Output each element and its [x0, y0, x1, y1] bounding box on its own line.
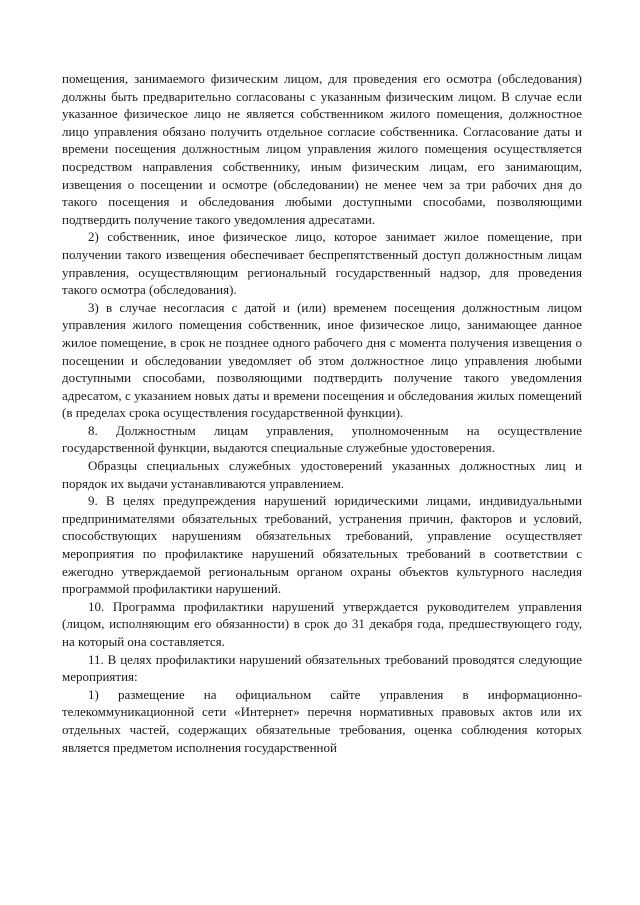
- paragraph-8: 8. Должностным лицам управления, уполномоченным на осуществление государственной функции, выдаются специальные служебные удостоверения.: [62, 422, 582, 456]
- paragraph-11-item-1: 1) размещение на официальном сайте управления в информационно-телекоммуникационной сети «Интернет» перечня нормативных правовых актов или их отдельных частей, содержащих обязательные требования, оценка соблюдения которых является предметом исполнения государственной: [62, 686, 582, 755]
- paragraph-10: 10. Программа профилактики нарушений утверждается руководителем управления (лицом, исполняющим его обязанности) в срок до 31 декабря года, предшествующего году, на который она составляется.: [62, 598, 582, 649]
- paragraph-item-2: 2) собственник, иное физическое лицо, которое занимает жилое помещение, при получении такого извещения обеспечивает беспрепятственный доступ должностным лицам управления, осуществляющим региональный государственный надзор, для проведения такого осмотра (обследования).: [62, 229, 582, 298]
- paragraph-certificate-samples: Образцы специальных служебных удостоверений указанных должностных лиц и порядок их выдачи устанавливаются управлением.: [62, 458, 582, 491]
- paragraph-9: 9. В целях предупреждения нарушений юридическими лицами, индивидуальными предпринимателями обязательных требований, устранения причин, факторов и условий, способствующих нарушениям обязательных требований, управление осуществляет мероприятия по профилактике нарушений обязательных требований в соответствии с ежегодно утверждаемой региональным органом охраны объектов культурного наследия программой профилактики нарушений.: [62, 493, 582, 597]
- document-body: [62, 70, 582, 756]
- paragraph-11: 11. В целях профилактики нарушений обязательных требований проводятся следующие мероприятия:: [62, 651, 582, 685]
- paragraph-item-3: 3) в случае несогласия с датой и (или) временем посещения должностным лицом управления жилого помещения собственник, иное физическое лицо, занимающее данное жилое помещение, в срок не позднее одного рабочего дня с момента получения извещения о посещении и обследовании уведомляет об этом должностное лицо управления любыми доступными способами, позволяющими подтвердить получение такого уведомления адресатом, с указанием новых даты и времени посещения и обследования жилых помещений (в пределах срока осуществления государственной функции).: [62, 299, 582, 421]
- paragraph-continuation: помещения, занимаемого физическим лицом, для проведения его осмотра (обследования) должны быть предварительно согласованы с указанным физическим лицом. В случае если указанное физическое лицо не является собственником жилого помещения, должностное лицо управления обязано получить отдельное согласие собственника. Согласование даты и времени посещения должностным лицом управления жилого помещения осуществляется посредством направления собственнику, иным физическим лицам, его занимающим, извещения о посещении и осмотре (обследовании) не менее чем за три рабочих дня до такого посещения и обследования любыми доступными способами, позволяющими подтвердить получение такого уведомления адресатами.: [62, 71, 582, 227]
